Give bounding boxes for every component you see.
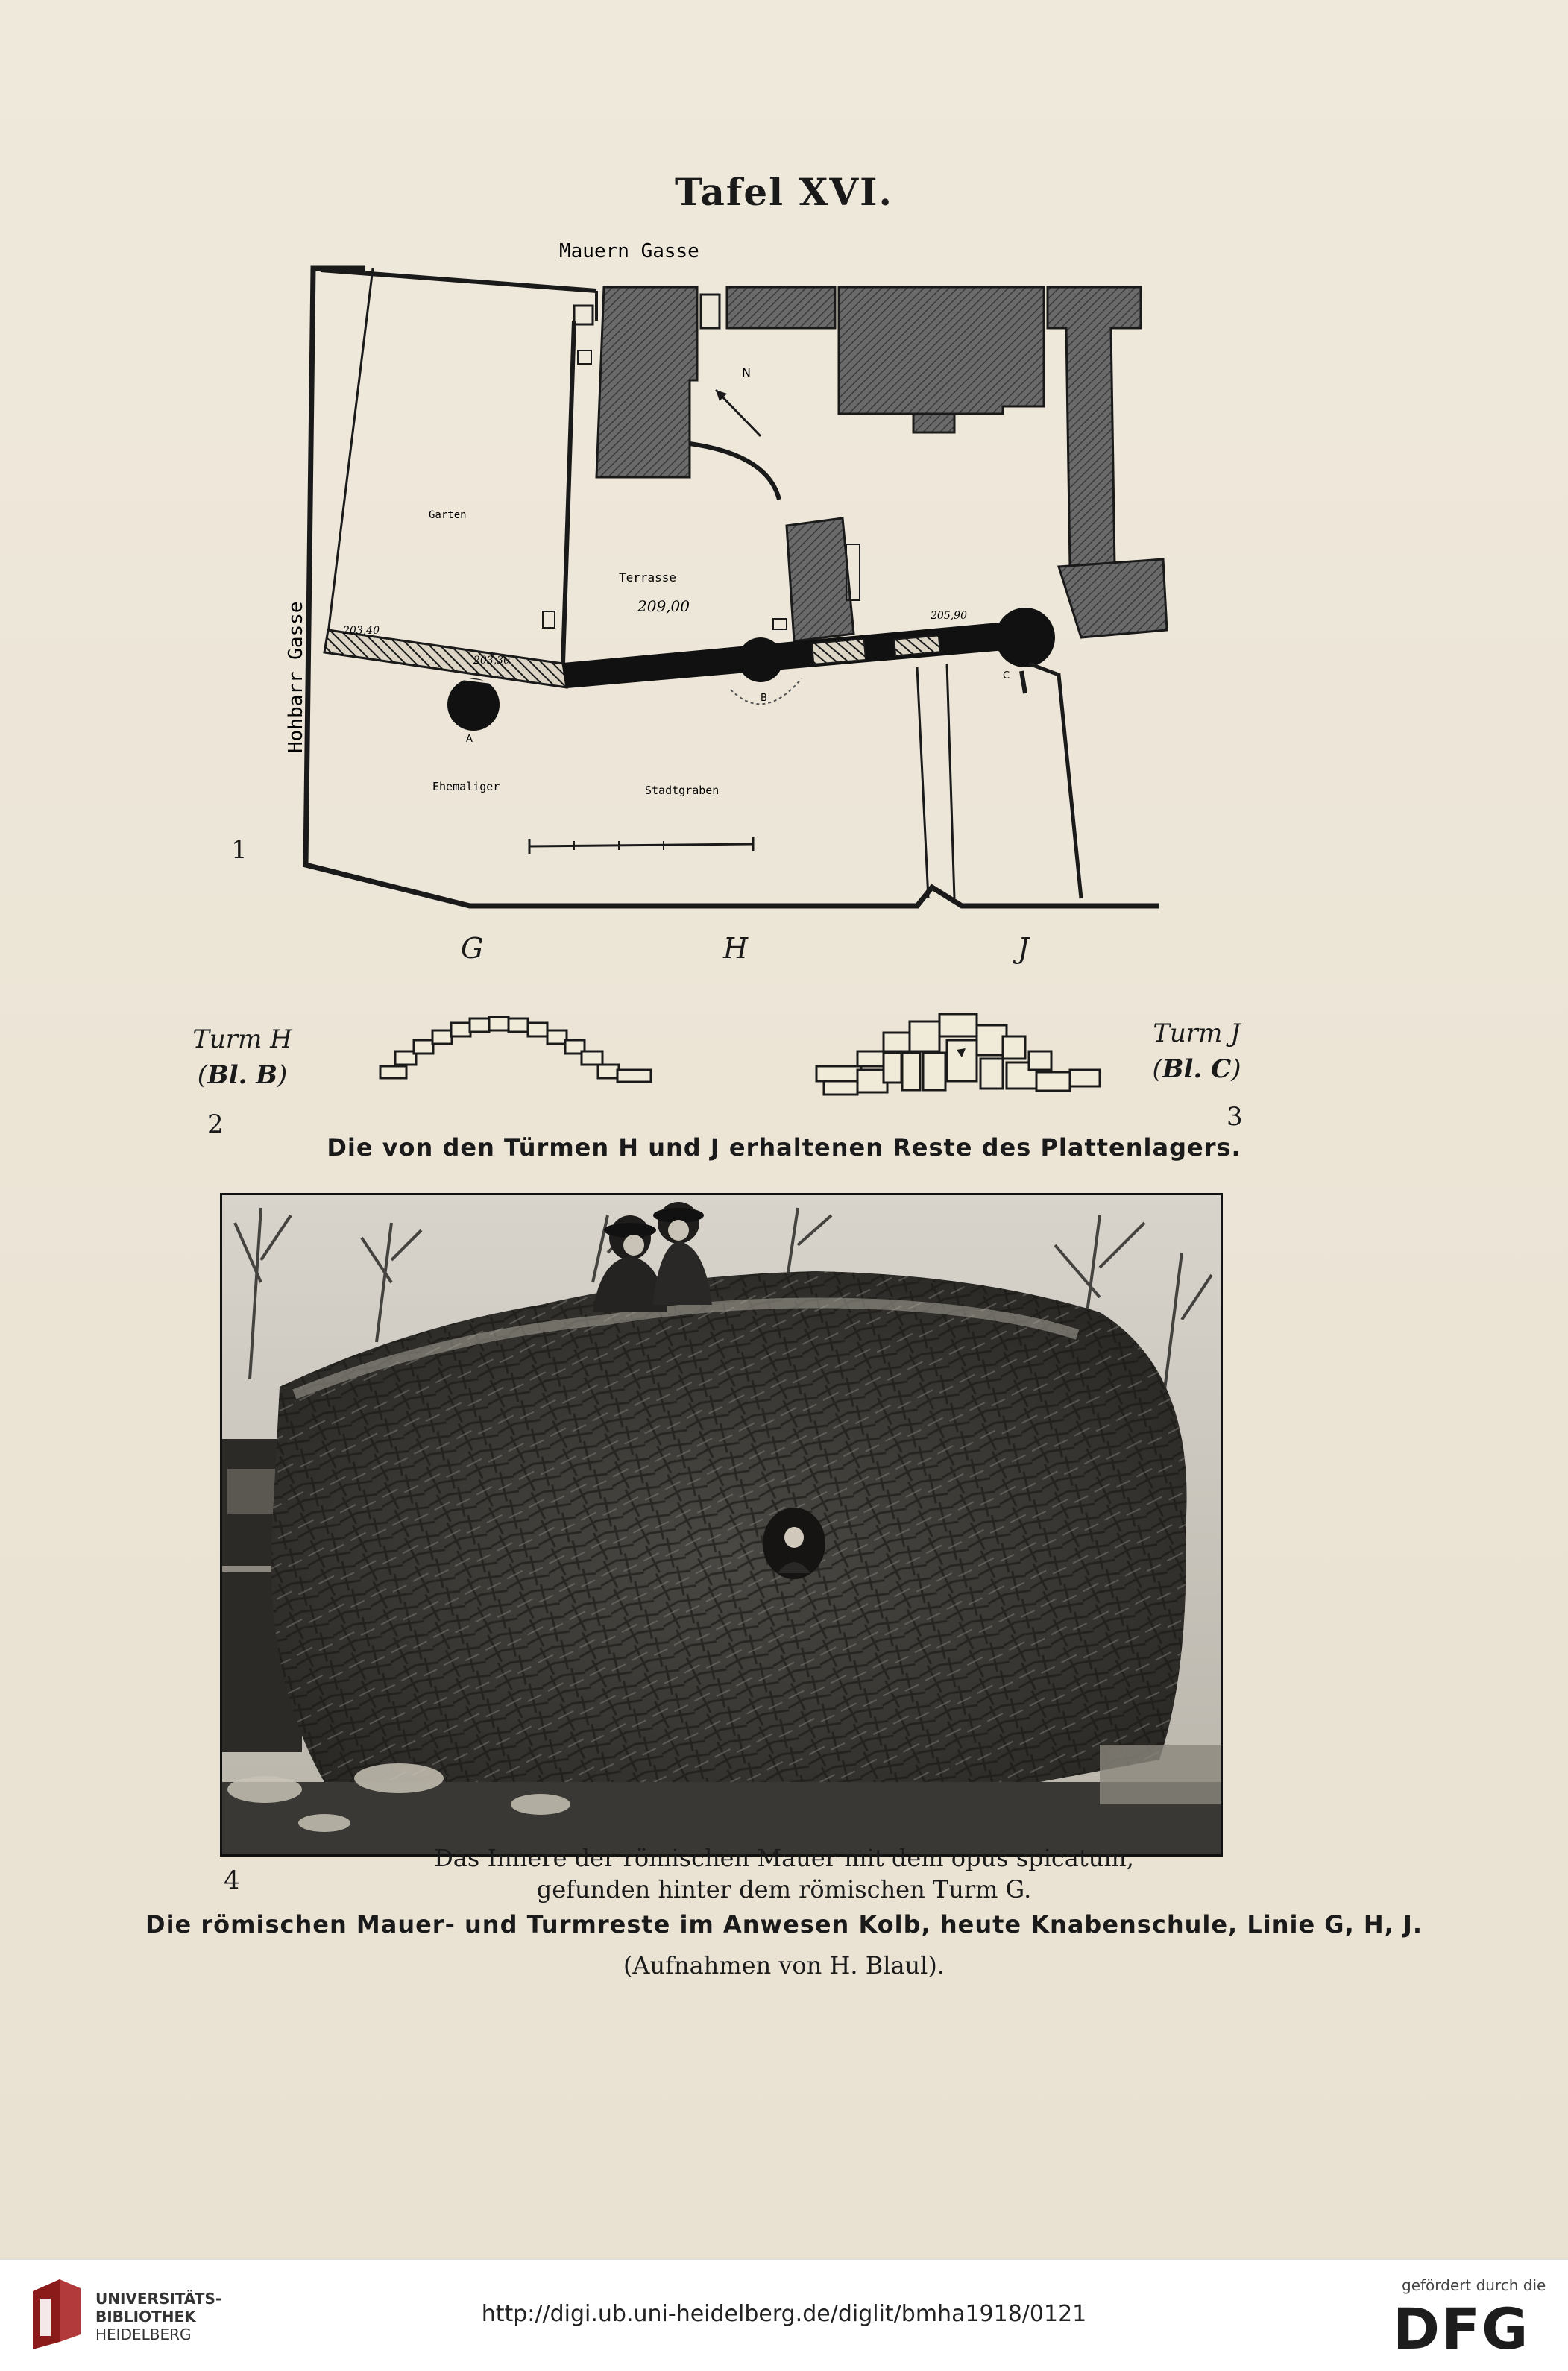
label-hohbarr-gasse: Hohbarr Gasse: [285, 601, 307, 753]
label-tower-b: B: [761, 693, 767, 704]
building-southeast: [1059, 559, 1167, 637]
site-plan: [246, 231, 1208, 932]
source-url-link[interactable]: http://digi.ub.uni-heidelberg.de/diglit/bmha1918/0121: [481, 2301, 1087, 2327]
label-height-left: 203,40: [343, 625, 380, 637]
tower-c: [995, 608, 1055, 667]
library-line1: UNIVERSITÄTS-: [95, 2290, 222, 2308]
figure2-tower-label: Turm H: [192, 1024, 292, 1054]
person-in-opening: [784, 1527, 804, 1548]
figure4-caption-line1: Das Innere der römischen Mauer mit dem opus spicatum,: [434, 1844, 1134, 1872]
label-tower-a: A: [466, 734, 473, 745]
figure-number-4: 4: [224, 1865, 240, 1895]
scale-bar: [529, 844, 753, 846]
label-terrasse-height: 209,00: [637, 597, 690, 615]
figure2-label: [179, 1021, 306, 1093]
line-letter-g: G: [461, 932, 484, 965]
figure3-tower-label: Turm J: [1153, 1018, 1241, 1048]
label-north: N: [742, 365, 751, 380]
label-height-mid: 203,30: [473, 655, 510, 667]
tower-a: [447, 678, 500, 731]
label-mauern-gasse: Mauern Gasse: [559, 240, 699, 262]
figure3-label: [1152, 1016, 1241, 1087]
line-letter-h: H: [723, 932, 749, 965]
line-letter-j: J: [1018, 932, 1030, 965]
library-line2: BIBLIOTHEK: [95, 2308, 196, 2326]
roman-wall-west: [324, 630, 567, 687]
building-north: [727, 287, 835, 328]
figure-number-1: 1: [231, 835, 248, 865]
photo-roman-wall-interior: [220, 1193, 1223, 1857]
building-east: [1048, 287, 1141, 567]
label-tower-c: C: [1003, 670, 1010, 681]
dfg-logo: DFG: [1393, 2296, 1530, 2362]
label-ehemaliger: Ehemaliger: [432, 780, 500, 793]
building-northwest: [596, 287, 697, 477]
main-caption: Die römischen Mauer- und Turmreste im Anwesen Kolb, heute Knabenschule, Linie G, H, J.: [145, 1910, 1423, 1939]
building-northeast: [839, 287, 1044, 414]
label-garten: Garten: [429, 509, 467, 521]
caption-figures-2-3: Die von den Türmen H und J erhaltenen Reste des Plattenlagers.: [327, 1133, 1241, 1162]
roman-wall-east: [563, 623, 1021, 687]
building-terrace: [787, 518, 854, 641]
funding-text: gefördert durch die: [1402, 2276, 1546, 2294]
tower-h-slab-drawing: [365, 999, 678, 1096]
figure3-block-label: (Bl. C): [1152, 1054, 1241, 1084]
figure-number-3: 3: [1227, 1102, 1243, 1132]
plate-title: Tafel XVI.: [675, 170, 893, 214]
tower-j-slab-drawing: [813, 999, 1126, 1103]
tower-b-remnant: [738, 637, 783, 682]
label-terrasse: Terrasse: [619, 570, 677, 585]
label-stadtgraben: Stadtgraben: [645, 784, 720, 797]
library-line3: HEIDELBERG: [95, 2326, 192, 2343]
footer-bar: [0, 2259, 1568, 2371]
figure-number-2: 2: [207, 1109, 224, 1139]
photo-credit: (Aufnahmen von H. Blaul).: [623, 1951, 945, 1980]
figure2-block-label: (Bl. B): [197, 1060, 288, 1090]
figure4-caption-line2: gefunden hinter dem römischen Turm G.: [536, 1875, 1032, 1904]
label-height-right: 205,90: [931, 610, 967, 622]
